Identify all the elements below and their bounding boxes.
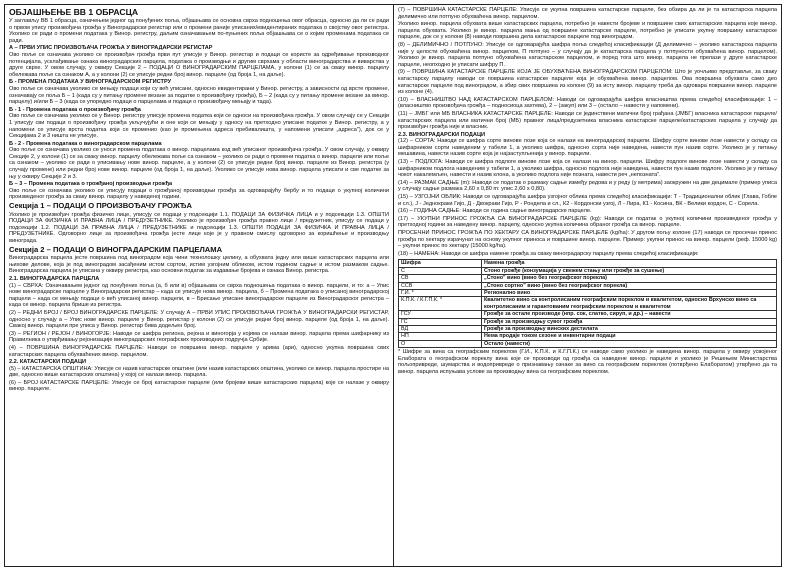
item-10-ownership: (10) – ВЛАСНИШТВО НАД КАТАСТАРСКОМ ПАРЦЕЛОМ: Наводи се одговарајућа шифра власништва према следећој класификацији: 1 – (власништво произвођача грожђа – подносиоца захтева), 2 – (закуп) или 3 – (остало – навести у напомени).	[398, 96, 777, 110]
item-7-cadastral-area: (7) – ПОВРШИНА КАТАСТАРСКЕ ПАРЦЕЛЕ: Уписује се укупна површина катастарске парцеле, без обзира да ли је та катастарска парцела делимично или потпуно обухваћена винор. парцелом.	[398, 7, 777, 20]
table-cell-purpose: Нема продаје током сезоне и инвентарни подаци	[482, 333, 777, 340]
purpose-code-table	[398, 259, 777, 348]
table-cell-purpose: „Стоно сортно" вино (вино без географског порекла)	[482, 282, 777, 289]
item-12-variety: (12) – СОРТА: Наводи се шифра сорте винове лозе која се налази на виноградарској парцели. Шифру сорте винове лозе навести у складу са шифарником сорти наведеним у табели 1, а уколико шифра, односно сорта није наведена, навести пун назив сорте. Уколико је у питању мешавина, навести назив сорте која је најзаступљенија у винор. парцели.	[398, 138, 777, 158]
section-1-text: Уколико је произвођач грожђа физичко лице, уписују се подаци у подсекцији 1.1. ПОДАЦИ ЗА ФИЗИЧКА ЛИЦА и у подсекцији 1.3. ОПШТИ ПОДАЦИ ЗА ФИЗИЧКА И ПРАВНА ЛИЦА / ПРЕДУЗЕТНИКЕ. Уколико је произвођач грожђа правно лице / предузетник, уписују се подаци у подсекцији 1.2. ПОДАЦИ ЗА ПРАВНА ЛИЦА / ПРЕДУЗЕТНИКЕ и подсекцији 1.3. ОПШТИ ПОДАЦИ ЗА ФИЗИЧКА И ПРАВНА ЛИЦА / ПРЕДУЗЕТНИКЕ. Одговорно лице за произвођача грожђа јесте лице које је у правном смислу одговорно за коришћење и производњу винограда.	[9, 211, 389, 244]
item-6-cadastral-parcel-number: (6) – БРОЈ КАТАСТАРСКЕ ПАРЦЕЛЕ: Уписује се број катастарске парцеле (или бројеви више катастарских парцела) које се налазе у оквиру винор. парцеле.	[9, 379, 389, 393]
table-cell-code: ГСУ	[399, 311, 482, 318]
subsection-2-2-heading: 2.2. КАТАСТАРСКИ ПОДАЦИ	[9, 359, 87, 366]
table-cell-purpose: Квалитетно вино са контролисаним географским пореклом и квалитетом, односно Врхунско вино са контролисаним и гарантованим географским пореклом и квалитетом	[482, 297, 777, 311]
table-row	[399, 318, 777, 325]
table-row	[399, 282, 777, 289]
table-row	[399, 267, 777, 274]
item-9-covered-area: (9) – ПОВРШИНА КАТАСТАРСКЕ ПАРЦЕЛЕ КОЈА ЈЕ ОБУХВАЋЕНА ВИНОГРАДАРСКОМ ПАРЦЕЛОМ: Што је уочљиво представље, за сваку катастарску парцелу наводи се површина катастарске парцеле која је обухваћена винор. парцелом. Ова површина обухвата само део катастарске парцеле под виноградом, а збир свих површина из колоне (9) за исту винор. парцелу треба да одговара површини винор. парцеле из колоне (4).	[398, 69, 777, 96]
item-4-parcel-area: (4) – ПОВРШИНА ВИНОГРАДАРСКЕ ПАРЦЕЛЕ: Наводи се површина винор. парцеле у арима (ари), односно укупна површина свих катастарских парцела обухваћених винор. парцелом.	[9, 344, 389, 358]
table-cell-code: К.П.К. / К.Г.П.К. *	[399, 297, 482, 311]
table-cell-purpose: Грожђе за остале производе (нпр. сок, слатко, сируп, и др.) – навести	[482, 311, 777, 318]
table-row	[399, 290, 777, 297]
subsection-2-1-heading: 2.1. ВИНОГРАДАРСКА ПАРЦЕЛА	[9, 275, 100, 282]
paragraph-change-b3: Ово поље се означава уколико се уписују подаци о грожђаној производњи грожђа за одговарајућу бербу и то подаци о укупној количини произведеног грожђа за сваку винор. парцелу у наведеној години.	[9, 187, 389, 201]
page-title: ОБЈАШЊЕЊЕ ВВ 1 ОБРАСЦА	[9, 7, 139, 17]
item-1-purpose: (1) – СВРХА: Означавањем једног од понуђених поља (а, б или в) објашњава се сврха подношења података о винор. парцели, и то: а – Упис нове виноградарске парцеле у Виноградарски регистар – када се уписује нова винор. парцела, б – Промена података о уписаној виноградарској парцели – када се мењају подаци о већ уписаној винор. парцели, в – Брисање уписане виноградарске парцеле из Виноградарског регистра – када се винор. парцела брише из регистра.	[9, 282, 389, 309]
paragraph-change-b1: Ово поље се означава уколико се у Винор. регистру уписује промена податка који се односи на произвођача грожђа. У овом случају се у Секцији 1 уписују сви подаци о произвођачу грожђа укључујући и оне који се мењају у односу на претходно уписане податке у Винор. регистру, а у напомени се уписује врста податка који се променио (као је промењена адреса пребивалишта, у напомени уписати „адреса"), док се у Секцијама 2 и 3 ништа не уписује.	[9, 113, 389, 140]
section-2-text: Виноградарска парцела јесте површина под виноградом која чини технолошку целину, а обухвата једну или више катастарских парцела или њихове делове, која је под виноградом засађеним истом сортом, истим узгојним обликом, истом годином садње и истом размаком садње. Виноградарска парцела је уписана у оквиру регистра, као основни податак за издавање бројева и ознака Винор. регистра.	[9, 255, 389, 275]
instruction-page	[4, 4, 782, 567]
intro-paragraph: У заглављу ВВ 1 обрасца, означењем једног од понуђених поља, објашњава се основна сврха подношења овог обрасца, односно да ли се ради о првом упису произвођача грожђа у Виноградарски регистар или о промени раније уписаних/евидентираних података о својству овог регистра. Уколико се ради о промени података у Винор. регистру, даљим означавањем по-пуњених поља објашњава се о којим променама података се ради.	[9, 18, 389, 44]
item-3-region: (3) – РЕГИОН / РЕЈОН / ВИНОГОРЈЕ: Наводе се шифра региона, рејона и виногорја у којима се налази винор. парцела према шифарнику из Правилника о утврђивању рејонизације виноградарских географских производних подручја Србије.	[9, 330, 389, 344]
table-cell-code: ВД	[399, 326, 482, 333]
table-cell-purpose: Грожђе за производњу сувог грожђа	[482, 318, 777, 325]
item-15-training-system: (15) – УЗГОЈНИ ОБЛИК: Наводи се одговарајућа шифра узгојног облика према следећој класификацији: Т - Традиционални облик (Глава, Гобле и сл.), Ј - Једнокраки Гијо, Д - Двокраки Гијо, Р - Рондела и сл., К2 - Кордонски узгој, Л - Лира, К1 - Косина, ВК - Велики кордон, С - Сорела.	[398, 194, 777, 207]
item-2-parcel-number: (2) – РЕДНИ БРОЈ / БРОЈ ВИНОГРАДАРСКЕ ПАРЦЕЛЕ: У случају А – ПРВИ УПИС ПРОИЗВОЂАЧА ГРОЖЂА У ВИНОГРАДАРСКИ РЕГИСТАР, односно у случају а – Упис нове винор. парцеле у Винор. регистар у колони (2) се уписује редни број винор. парцеле (од броја 1, на даље). Свакој винор. парцели пре уписа у Винор. регистар бива додељен број.	[9, 309, 389, 330]
paragraph-change-b2: Ово поље се означава уколико се уноси промена података о винор. парцелама код већ уписаног произвођача грожђа. У овом случају, у оквиру Секције 2, у колони (1) се за сваку винор. парцелу обележава поље са ознаком – уколико се ради о промени податка о винор. парцели или поље са ознаком – уколико се ради о уписивању нове винор. парцеле, а у колони (2) се уписује редни број винор. парцеле из Винор. регистра (у случају промене) или редни број нове винор. парцеле (од броја 1, на даље). Уколико се уписује нова винор. парцела уписати и све податке за њу у оквиру Секције 2 и 3.	[9, 147, 389, 180]
item-14-planting-spacing: (14) – РАЗМАК САДЊЕ (m): Наводи се податак о размаку садње између редова и у реду (у метрима) заокружен на две децимале (пример уписа у случају садње размака 2,60 x 0,80 m: упис 2,60 x 0,80).	[398, 179, 777, 193]
item-7-note: Уколико винор. парцела обухвата више катастарских парцела, потребно је навести бројеве и површине свих катастарских парцела које винор. парцела обухвата. Уколико је винор. парцела мања од површине катастарске парцеле, потребно је уписати укупну површину катастарске парцеле, док се у колони (8) наводи површина дела катастарске парцеле под виноградом.	[398, 21, 777, 41]
item-16-planting-year: (16) – ГОДИНА САДЊЕ: Наводи се година садње виноградарске парцеле.	[398, 208, 592, 215]
left-column	[5, 5, 393, 566]
table-cell-code: ГС	[399, 318, 482, 325]
table-footnote: * Шифре за вина са географским пореклом (Г.И., К.П.К. и К.Г.П.К.) се наводе само уколико је наведена винор. парцела у оквиру усвојеног Елабората о географском пореклу вина које се производи од грожђа са наведене винор. парцеле и уколико је Решењем Министарства пољопривреде, шумарства и водопривреде о признавању ознаке за вино са географским пореклом (потврђено Елаборатом) утврђено да та винор. парцела испуњава услове за производњу вина са географским пореклом.	[398, 349, 777, 376]
item-11-owner-id: (11) – ЈМБГ или МБ ВЛАСНИКА КАТАСТАРСКЕ ПАРЦЕЛЕ: Наводи се јединствени матични број грађана (ЈМБГ) власника катастарске парцеле/катастарских парцела или матични број (МБ) правног лица/предузетника власника катастарске парцеле/катастарских парцела у случају да произвођач грожђа није и власник.	[398, 110, 777, 131]
table-row	[399, 326, 777, 333]
table-cell-code: Г.И. *	[399, 290, 482, 297]
table-cell-purpose: „Стоно" вино (вино без географског порекла)	[482, 275, 777, 282]
table-cell-code: О	[399, 340, 482, 347]
item-5-cadastral-municipality: (5) – КАТАСТАРСКА ОПШТИНА: Уписује се назив катастарске општине (или назив катастарских општина, уколико се винор. парцела простире на две, односно више катастарских општина) у којој се налази винор. парцела.	[9, 365, 389, 379]
item-17-total-yield: (17) – УКУПНИ ПРИНОС ГРОЖЂА СА ВИНОГРАДАРСКЕ ПАРЦЕЛЕ (kg): Наводи се податак о укупној количини произведеног грожђа у претходној години за наведену винор. парцелу, односно укупна количина обраног грожђа са винор. парцеле.	[398, 215, 777, 229]
table-row	[399, 340, 777, 347]
table-row	[399, 311, 777, 318]
section-1-heading: Секција 1 – ПОДАЦИ О ПРОИЗВОЂАЧУ ГРОЖЂА	[9, 201, 192, 211]
heading-change-b1: Б - 1 - Промена података о произвођачу грожђа	[9, 106, 141, 113]
paragraph-change: Ово поље се означава уколико се мењају подаци који су већ уписани, односно евидентирани у Винор. регистру, а зависности од врсте промене, означавају се поља Б – 1 (када су у питању промене везане за податке о произвођачу грожђа), Б – 2 (када су у питању промене везане за винор. парцелу) и/или Б – 3 (када се упоредно подаци о парцелама и подаци о произвођачу мењају и тада).	[9, 85, 389, 106]
paragraph-first-entry: Ово поље се означава уколико се произвођач грожђа први пут уписује у Винор. регистар и подаци се користе за одређивање производног потенцијала, усклађивање ознака виноградарских парцела, података о производњи и другим сврхама у области виноградарства и виварства у друге сврхе. У овом случају, у оквиру Секције 2 – ПОДАЦИ О ВИНОГРАДАРСКИМ ПАРЦЕЛАМА, у колони (1) се за сваку винор. парцелу обележава поље са ознаком А, а у колони (2) се уписује редни број винор. парцеле (од броја 1, на даље).	[9, 51, 389, 78]
table-header-purpose: Намена грожђа	[482, 260, 777, 267]
table-cell-purpose: Остало (навести)	[482, 340, 777, 347]
heading-first-entry: А – ПРВИ УПИС ПРОИЗВОЂАЧА ГРОЖЂА У ВИНОГРАДАРСКИ РЕГИСТАР	[9, 45, 213, 52]
heading-change-b3: Б – 3 – Промена података о грожђаној производњи грожђа	[9, 181, 173, 188]
heading-change: Б - ПРОМЕНА ПОДАТАКА У ВИНОГРАДАРСКОМ РЕГИСТРУ	[9, 79, 172, 86]
right-column	[393, 5, 781, 566]
item-13-rootstock: (13) – ПОДЛОГА: Наводи се шифра подлоге винове лозе која се налази на винор. парцели. Шифру подлоге винове лозе навести у складу са шифарником подлога наведеним у табели 1, а уколико шифра, односно подлога није наведена, навести пун назив подлоге. Уколико је у питању чокот накалемљен, навести и назив клона, а уколико подлога није позната, навести реч „непозната".	[398, 159, 777, 179]
table-row	[399, 297, 777, 311]
heading-change-b2: Б - 2 - Промена података о виноградарском парцелама	[9, 140, 162, 147]
table-cell-code: СВ	[399, 275, 482, 282]
item-18-purpose: (18) – НАМЕНА: Наводи се шифра намене грожђа за сваку виноградарску парцелу према следећој класификацији:	[398, 250, 699, 257]
table-header-code: Шифра	[399, 260, 482, 267]
table-cell-code: С	[399, 267, 482, 274]
item-17-average-yield: ПРОСЕЧНИ ПРИНОС ГРОЖЂА ПО ХЕКТАРУ СА ВИНОГРАДАРСКЕ ПАРЦЕЛЕ (kg/ha): У другом пољу колоне (17) наводи се просечан принос грожђа по хектару израчунат на основу укупног приноса и површине винор. парцеле. Пример: укупни принос на винор. парцели (реф. 15000 kg) – укупни принос по хектару (15000 kg/ha).	[398, 230, 777, 250]
subsection-2-3-heading: 2.3. ВИНОГРАДАРСКИ ПОДАЦИ	[398, 131, 486, 138]
table-row	[399, 333, 777, 340]
item-8-partial-full: (8) – ДЕЛИМИЧНО / ПОТПУНО: Уписује се одговарајућа шифра поља следећој класификацији (Д делимично – уколико катастарска парцела није у целости обухваћена винор. парцелом, П потпуно – у случају да је катастарска парцела у потпуности обухваћена винор. парцелом). Уколико је винор. парцела потпуно обухваћена катастарском парцелом, и поред тога што винор. парцела не прелази у друге катастарске парцеле, неопходно је уписати шифру П.	[398, 41, 777, 68]
table-cell-code: НП	[399, 333, 482, 340]
table-row	[399, 275, 777, 282]
table-cell-code: ССВ	[399, 282, 482, 289]
table-cell-purpose: Регионално вино	[482, 290, 777, 297]
section-2-heading: Секција 2 – ПОДАЦИ О ВИНОГРАДАРСКИМ ПАРЦЕЛАМА	[9, 244, 223, 254]
table-header-row	[399, 260, 777, 267]
table-cell-purpose: Грожђе за производњу винских дестилата	[482, 326, 777, 333]
table-cell-purpose: Стоно грожђе (конзумација у свежем стању или грожђе за сушење)	[482, 267, 777, 274]
